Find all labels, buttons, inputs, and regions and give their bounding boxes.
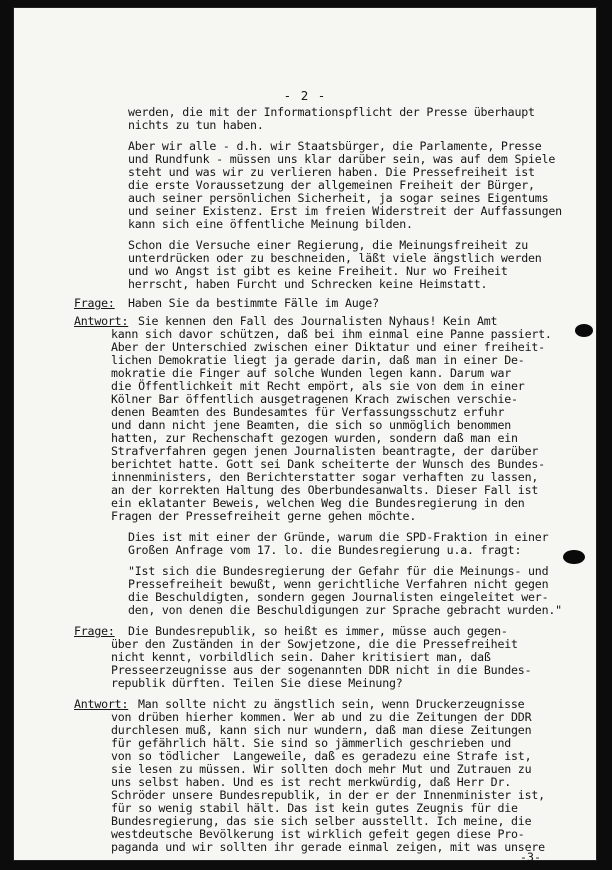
text-line: und seiner Existenz. Erst im freien Widerstreit der Auffassungen [128,204,562,218]
text-line: paganda und wir sollten ihr gerade einmal zeigen, mit was unsere [111,840,545,854]
text-line: für so wenig stabil hält. Das ist kein gutes Zeugnis für die [111,801,518,815]
text-line: steht und was wir zu verlieren haben. Die Pressefreiheit ist [128,165,535,179]
text-line: nichts zu tun haben. [128,118,264,132]
text-line: Strafverfahren gegen jenen Journalisten beantragte, der darüber [111,444,539,458]
answer-label: Antwort: [74,314,129,328]
text-line: von drüben hierher kommen. Wer ab und zu die Zeitungen der DDR [111,710,532,724]
next-page-number: -3- [520,850,541,864]
text-line: nicht kennt, vorbildlich sein. Daher kritisiert man, daß [111,650,491,664]
text-line: lichen Demokratie liegt ja gerade darin, daß man in einer De- [111,353,525,367]
text-line: republik dürften. Teilen Sie diese Meinung? [111,676,403,690]
text-line: mokratie die Finger auf solche Wunden legen kann. Darum war [111,366,512,380]
text-line: denen Beamten des Bundesamtes für Verfassungsschutz erfuhr [111,405,505,419]
text-line: Schon die Versuche einer Regierung, die Meinungsfreiheit zu [128,238,529,252]
quote-line: die Beschuldigten, sondern gegen Journalisten eingeleitet wer- [128,590,549,604]
ink-blot [563,550,585,564]
ink-blot [575,324,593,337]
document-page [14,8,596,864]
text-line: ein eklatanter Beweis, welchen Weg die Bundesregierung in den [111,496,525,510]
text-line: Bundesregierung, das sie sich selber ausstellt. Ich meine, die [111,814,532,828]
text-line: und dann nicht jene Beamten, die sich so unmöglich benommen [111,418,512,432]
text-line: für gefährlich hält. Sie sind so jämmerlich geschrieben und [111,736,512,750]
quote-line: Pressefreiheit bewußt, wenn gerichtliche Verfahren nicht gegen [128,577,549,591]
page-number: - 2 - [283,88,327,103]
text-line: Man sollte nicht zu ängstlich sein, wenn Druckerzeugnisse [138,697,525,711]
quote-line: "Ist sich die Bundesregierung der Gefahr für die Meinungs- und [128,564,549,578]
text-line: berichtet hatte. Gott sei Dank scheiterte der Wunsch des Bundes- [111,457,545,471]
text-line: von so tödlicher Langeweile, daß es geradezu eine Strafe ist, [111,749,532,763]
text-line: Kölner Bar öffentlich ausgetragenen Krach zwischen verschie- [111,392,518,406]
text-line: auch seiner persönlichen Sicherheit, ja sogar seines Eigentums [128,191,549,205]
answer-label: Antwort: [74,697,129,711]
question-label: Frage: [74,296,115,310]
text-line: Dies ist mit einer der Gründe, warum die SPD-Fraktion in einer [128,530,549,544]
text-line: an der korrekten Haltung des Oberbundesanwalts. Dieser Fall ist [111,483,539,497]
text-line: über den Zuständen in der Sowjetzone, die die Pressefreiheit [111,637,518,651]
text-line: herrscht, haben Furcht und Schrecken keine Heimstatt. [128,277,488,291]
text-line: sie lesen zu müssen. Wir sollten doch mehr Mut und Zutrauen zu [111,762,532,776]
text-line: die erste Voraussetzung der allgemeinen Freiheit der Bürger, [128,178,535,192]
text-line: Aber wir alle - d.h. wir Staatsbürger, die Parlamente, Presse [128,139,542,153]
text-line: durchlesen muß, kann sich nur wundern, daß man diese Zeitungen [111,723,532,737]
text-line: Großen Anfrage vom 17. lo. die Bundesregierung u.a. fragt: [128,543,522,557]
text-line: kann sich davor schützen, daß bei ihm einmal eine Panne passiert. [111,327,552,341]
text-line: Presseerzeugnisse aus der sogenannten DDR nicht in die Bundes- [111,663,532,677]
quote-line: den, von denen die Beschuldigungen zur Sprache gebracht wurden." [128,603,562,617]
text-line: Fragen der Pressefreiheit gerne gehen möchte. [111,509,417,523]
text-line: kann sich eine öffentliche Meinung bilden. [128,217,413,231]
text-line: Aber der Unterschied zwischen einer Diktatur und einer freiheit- [111,340,545,354]
question-label: Frage: [74,624,115,638]
text-line: hatten, zur Rechenschaft gezogen wurden, sondern daß man ein [111,431,518,445]
text-line: innenministers, den Berichterstatter sogar verhaften zu lassen, [111,470,539,484]
text-line: die Öffentlichkeit mit Recht empört, als sie von dem in einer [111,379,525,393]
text-line: Die Bundesrepublik, so heißt es immer, müsse auch gegen- [128,624,508,638]
text-line: uns selbst haben. Und es ist recht merkwürdig, daß Herr Dr. [111,775,512,789]
text-line: und wo Angst ist gibt es keine Freiheit. Nur wo Freiheit [128,264,508,278]
text-line: Haben Sie da bestimmte Fälle im Auge? [128,296,379,310]
text-line: Schröder unsere Bundesrepublik, in der er der Innenminister ist, [111,788,545,802]
text-line: werden, die mit der Informationspflicht der Presse überhaupt [128,105,535,119]
text-line: westdeutsche Bevölkerung ist wirklich gefeit gegen diese Pro- [111,827,525,841]
text-line: Sie kennen den Fall des Journalisten Nyhaus! Kein Amt [138,314,498,328]
text-line: unterdrücken oder zu beschneiden, läßt viele ängstlich werden [128,251,542,265]
text-line: und Rundfunk - müssen uns klar darüber sein, was auf dem Spiele [128,152,556,166]
